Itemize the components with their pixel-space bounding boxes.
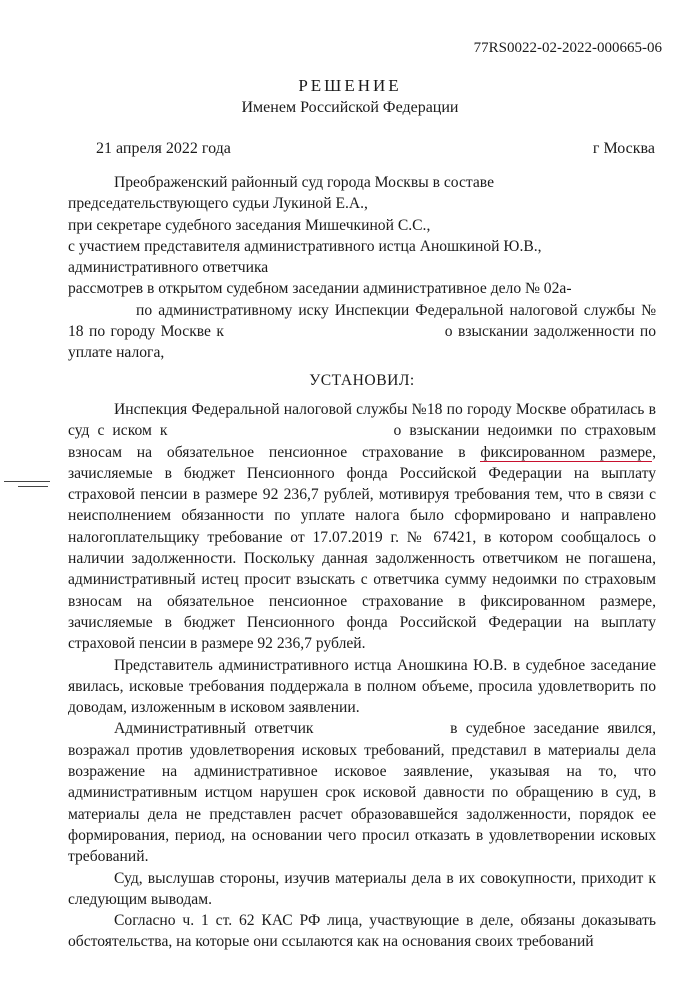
case-consideration: рассмотрев в открытом судебном заседании административное дело № 02а- — [68, 280, 572, 298]
court-secretary: при секретаре судебного заседания Мишечкиной С.С., — [68, 216, 431, 234]
case-claim — [68, 300, 656, 364]
highlighted-phrase: фиксированном размере — [480, 443, 653, 461]
document-body — [68, 172, 656, 953]
case-claim-part-2: № 18 по городу Москве к — [68, 301, 656, 341]
paragraph-representative: Представитель административного истца Аношкина Ю.В. в судебное заседание явилась, исковые требования поддержала в полном объеме, просила удовлетворить по доводам, изложенным в исковом заявлении. — [68, 656, 656, 717]
margin-pen-mark — [4, 481, 50, 482]
case-claim-part-3: о взыскании задолженности по уплате налога, — [68, 323, 656, 362]
paragraph-court-conclusion: Суд, выслушав стороны, изучив материалы дела в их совокупности, приходит к следующим выводам. — [68, 869, 656, 908]
case-claim-part-1: по административному иску Инспекции Федеральной налоговой службы — [136, 301, 636, 319]
margin-pen-mark-2 — [18, 486, 48, 487]
decision-city: г Москва — [592, 140, 655, 157]
plaintiff-representative: с участием представителя административного истца Аношкиной Ю.В., — [68, 237, 542, 255]
court-composition: Преображенский районный суд города Москвы в составе — [114, 174, 494, 191]
paragraph-law-reference: Согласно ч. 1 ст. 62 КАС РФ лица, участвующие в деле, обязаны доказывать обстоятельства, на которые они ссылаются как на основания своих требований — [68, 912, 656, 951]
paragraph-defendant — [68, 718, 656, 867]
paragraph-claim — [68, 399, 656, 655]
paragraph-claim-part-1: Инспекция Федеральной налоговой службы №18 по городу Москве обратилась в суд с иском к — [68, 400, 656, 440]
paragraph-defendant-part-2: в судебное заседание явился, возражал против удовлетворения исковых требований, представил в материалы дела возражение на административное исковое заявление, указывая на то, что административным истцом нарушен срок исковой давности по обращению в суд, в материалы дела не представлен расчет образовавшейся задолженности, порядок ее формирования, период, на основании чего просил отказать в удовлетворении исковых требований. — [68, 720, 657, 866]
paragraph-claim-part-2: о взыскании недоимки по страховым взносам на обязательное пенсионное страхование в — [68, 422, 657, 461]
defendant-line: административного ответчика — [68, 259, 269, 277]
case-number: 77RS0022-02-2022-000665-06 — [473, 40, 662, 56]
document-subtitle: Именем Российской Федерации — [241, 99, 459, 116]
paragraph-defendant-part-1: Административный ответчик — [114, 720, 314, 738]
decision-date: 21 апреля 2022 года — [96, 140, 231, 157]
presiding-judge: председательствующего судьи Лукиной Е.А., — [68, 195, 368, 213]
paragraph-claim-part-3: , зачисляемые в бюджет Пенсионного фонда Российской Федерации на выплату страховой пенсии в размере 92 236,7 рублей, мотивируя требования тем, что в связи с неисполнением обязанности по уплате налога было сформировано и направлено налогоплательщику требование от 17.07.2019 г. № 67421, в котором сообщалось о наличии задолженности. Поскольку данная задолженность ответчиком не погашена, административный истец просит взыскать с ответчика сумму недоимки по страховым взносам на обязательное пенсионное страхование в фиксированном размере, зачисляемые в бюджет Пенсионного фонда Российской Федерации на выплату страховой пенсии в размере 92 236,7 рублей. — [68, 443, 656, 653]
document-title: РЕШЕНИЕ — [298, 76, 402, 95]
established-heading: УСТАНОВИЛ: — [309, 371, 415, 389]
